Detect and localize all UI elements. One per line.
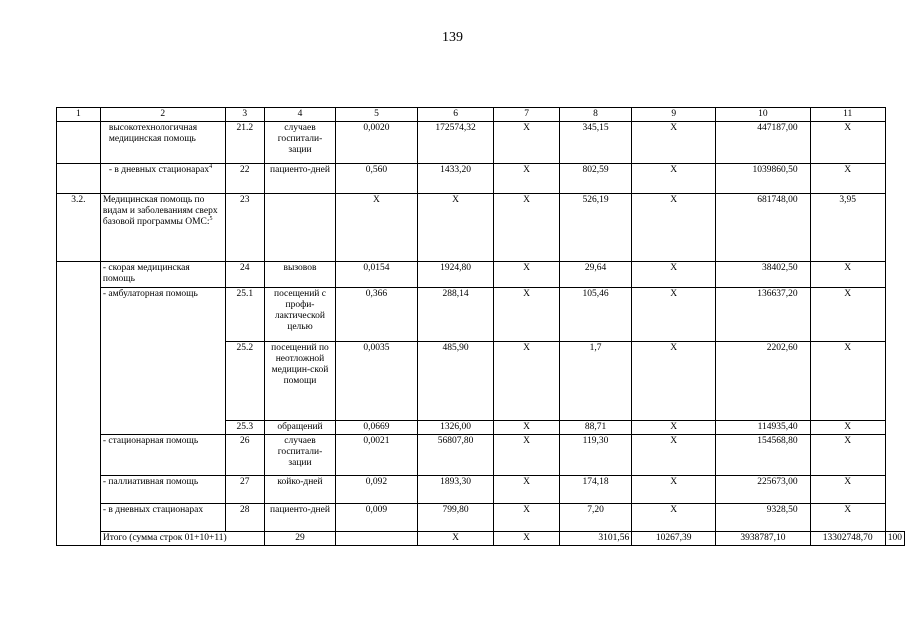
value-cell: X [632,476,716,504]
value-cell: 0,366 [336,288,418,342]
unit-cell: обращений [264,421,335,435]
indicator-name-cell: высокотехнологичная медицинская помощь [100,122,225,164]
value-cell: X [632,342,716,421]
value-cell: X [810,262,885,288]
value-cell: 10267,39 [632,532,716,546]
header-cell: 11 [810,108,885,122]
value-cell: X [494,504,560,532]
value-cell: 0,0035 [336,342,418,421]
value-cell: 3,95 [810,194,885,262]
value-cell: 0,0021 [336,435,418,476]
value-cell: X [632,164,716,194]
value-cell: 799,80 [417,504,494,532]
value-cell: X [336,194,418,262]
value-cell: X [632,435,716,476]
value-cell: 29,64 [559,262,631,288]
value-cell: X [632,194,716,262]
value-cell: 0,0020 [336,122,418,164]
value-cell: 0,092 [336,476,418,504]
value-cell: 1326,00 [417,421,494,435]
value-cell: 345,15 [559,122,631,164]
page-number: 139 [442,30,463,45]
value-cell: 225673,00 [716,476,810,504]
footnote-mark: 4 [209,163,213,170]
line-number-cell: 21.2 [225,122,264,164]
total-label-cell: Итого (сумма строк 01+10+11) [100,532,264,546]
financing-table [56,107,905,546]
footnote-mark: 5 [209,215,213,222]
value-cell: 174,18 [559,476,631,504]
header-cell: 4 [264,108,335,122]
value-cell: X [494,435,560,476]
value-cell: X [417,194,494,262]
line-number-cell: 22 [225,164,264,194]
line-number-cell: 25.2 [225,342,264,421]
unit-cell [336,532,418,546]
header-cell: 9 [632,108,716,122]
unit-cell: посещений по неотложной медицин-ской помощи [264,342,335,421]
value-cell: 7,20 [559,504,631,532]
section-number-cell [57,122,101,164]
unit-cell: пациенто-дней [264,164,335,194]
header-row [57,108,905,122]
line-number-cell: 29 [264,532,335,546]
value-cell: 681748,00 [716,194,810,262]
value-cell: 105,46 [559,288,631,342]
line-number-cell: 24 [225,262,264,288]
value-cell: X [632,504,716,532]
table-row [57,262,905,288]
value-cell: 3101,56 [559,532,631,546]
value-cell: 1,7 [559,342,631,421]
unit-cell: пациенто-дней [264,504,335,532]
table-row [57,435,905,476]
value-cell: X [494,122,560,164]
indicator-name-cell: - паллиативная помощь [100,476,225,504]
value-cell: X [810,288,885,342]
value-cell: 56807,80 [417,435,494,476]
value-cell: 526,19 [559,194,631,262]
header-cell: 8 [559,108,631,122]
indicator-name-cell: - амбулаторная помощь [100,288,225,435]
value-cell: 172574,32 [417,122,494,164]
value-cell: 0,0669 [336,421,418,435]
indicator-name-cell: - скорая медицинская помощь [100,262,225,288]
line-number-cell: 27 [225,476,264,504]
value-cell: 1893,30 [417,476,494,504]
value-cell: X [494,421,560,435]
line-number-cell: 28 [225,504,264,532]
value-cell: X [810,122,885,164]
header-cell: 5 [336,108,418,122]
value-cell: 0,560 [336,164,418,194]
total-row [57,532,905,546]
value-cell: X [810,342,885,421]
value-cell: 1039860,50 [716,164,810,194]
section-number-cell [57,262,101,546]
value-cell: 100 [885,532,904,546]
unit-cell: койко-дней [264,476,335,504]
value-cell: 485,90 [417,342,494,421]
value-cell: X [494,532,560,546]
unit-cell: посещений с профи-лактической целью [264,288,335,342]
value-cell: X [494,476,560,504]
table-row [57,504,905,532]
value-cell: X [810,164,885,194]
table-row [57,288,905,342]
value-cell: 0,0154 [336,262,418,288]
table-row [57,164,905,194]
indicator-name-cell: - в дневных стационарах [100,504,225,532]
section-number-cell: 3.2. [57,194,101,262]
value-cell: X [494,288,560,342]
indicator-name-cell [100,194,225,262]
value-cell: 119,30 [559,435,631,476]
value-cell: X [632,421,716,435]
value-cell: 802,59 [559,164,631,194]
value-cell: X [810,421,885,435]
unit-cell: случаев госпитали-зации [264,435,335,476]
value-cell: X [494,164,560,194]
value-cell: 114935,40 [716,421,810,435]
value-cell: 0,009 [336,504,418,532]
header-cell: 10 [716,108,810,122]
indicator-name-text: - в дневных стационарах [108,165,210,175]
section-number-cell [57,164,101,194]
table-row [57,476,905,504]
unit-cell: вызовов [264,262,335,288]
value-cell: X [417,532,494,546]
table-row [57,122,905,164]
value-cell: 38402,50 [716,262,810,288]
indicator-name-cell: - стационарная помощь [100,435,225,476]
value-cell: 88,71 [559,421,631,435]
header-cell: 3 [225,108,264,122]
indicator-name-text: Медицинская помощь по видам и заболеваниям сверх базовой программы ОМС: [102,195,218,227]
value-cell: X [632,262,716,288]
value-cell: 13302748,70 [810,532,885,546]
line-number-cell: 25.1 [225,288,264,342]
line-number-cell: 23 [225,194,264,262]
header-cell: 7 [494,108,560,122]
value-cell: X [810,504,885,532]
value-cell: 1924,80 [417,262,494,288]
value-cell: 3938787,10 [716,532,810,546]
value-cell: X [632,288,716,342]
unit-cell: случаев госпитали-зации [264,122,335,164]
value-cell: X [494,342,560,421]
value-cell: 447187,00 [716,122,810,164]
line-number-cell: 26 [225,435,264,476]
table-row [57,194,905,262]
value-cell: X [494,262,560,288]
header-cell: 6 [417,108,494,122]
value-cell: 288,14 [417,288,494,342]
value-cell: X [810,435,885,476]
value-cell: X [810,476,885,504]
header-cell: 1 [57,108,101,122]
value-cell: 9328,50 [716,504,810,532]
value-cell: 136637,20 [716,288,810,342]
value-cell: X [494,194,560,262]
unit-cell [264,194,335,262]
line-number-cell: 25.3 [225,421,264,435]
value-cell: X [632,122,716,164]
value-cell: 2202,60 [716,342,810,421]
value-cell: 1433,20 [417,164,494,194]
header-cell: 2 [100,108,225,122]
indicator-name-cell [100,164,225,194]
value-cell: 154568,80 [716,435,810,476]
